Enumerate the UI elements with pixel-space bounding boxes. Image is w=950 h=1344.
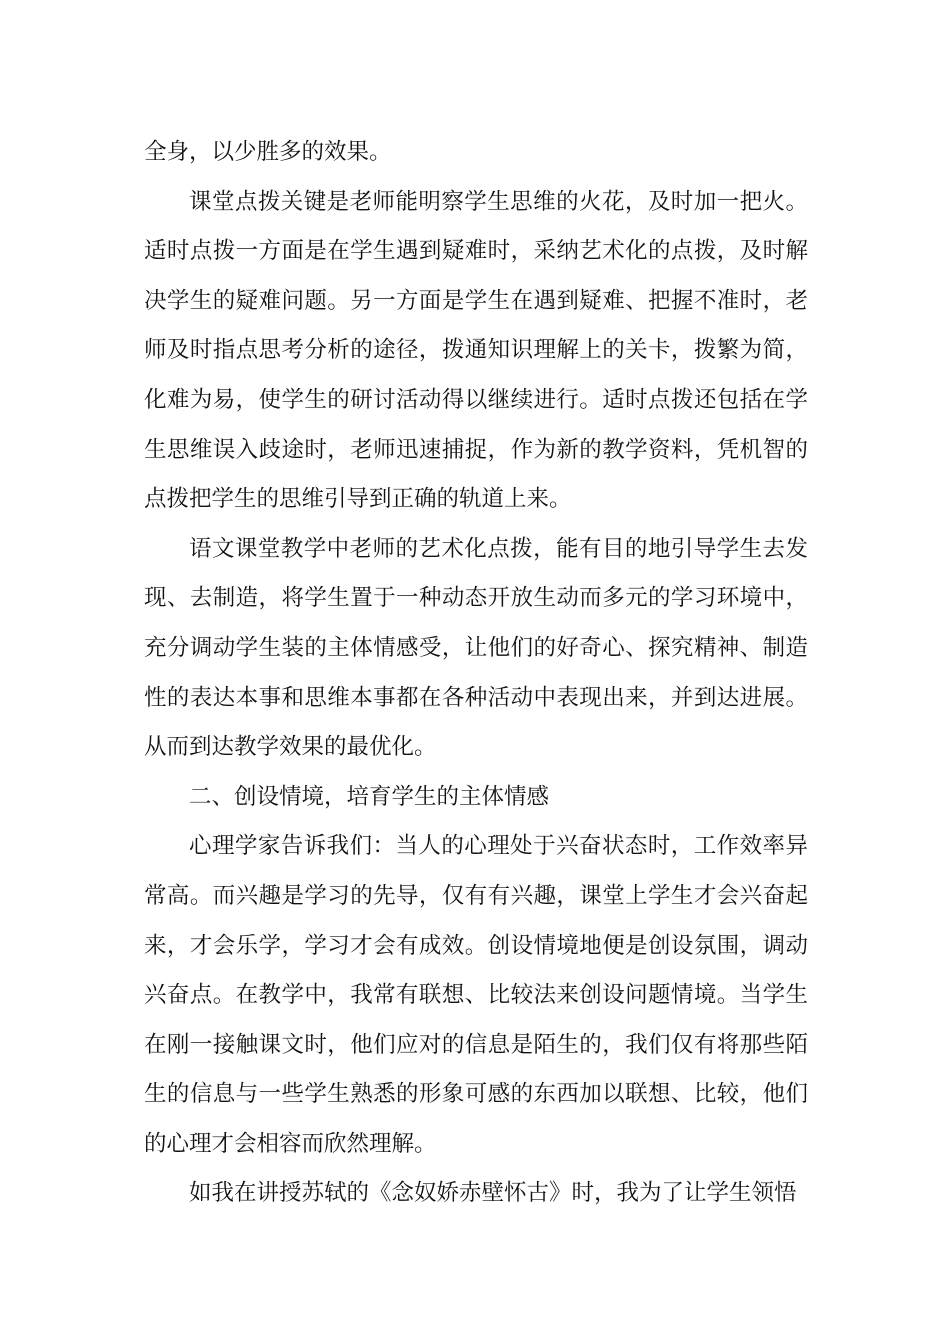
document-body — [144, 128, 808, 1219]
paragraph-3: 语文课堂教学中老师的艺术化点拨，能有目的地引导学生去发现、去制造，将学生置于一种动态开放生动而多元的学习环境中，充分调动学生装的主体情感受，让他们的好奇心、探究精神、制造性的表达本事和思维本事都在各种活动中表现出来，并到达进展。从而到达教学效果的最优化。 — [144, 535, 808, 761]
paragraph-5: 如我在讲授苏轼的《念奴娇赤壁怀古》时，我为了让学生领悟 — [189, 1180, 797, 1207]
section-heading: 二、创设情境，培育学生的主体情感 — [189, 783, 550, 810]
paragraph-2: 课堂点拨关键是老师能明察学生思维的火花，及时加一把火。适时点拨一方面是在学生遇到疑难时，采纳艺术化的点拨，及时解决学生的疑难问题。另一方面是学生在遇到疑难、把握不准时，老师及时指点思考分析的途径，拨通知识理解上的关卡，拨繁为简，化难为易，使学生的研讨活动得以继续进行。适时点拨还包括在学生思维误入歧途时，老师迅速捕捉，作为新的教学资料，凭机智的点拨把学生的思维引导到正确的轨道上来。 — [144, 188, 808, 513]
paragraph-4: 心理学家告诉我们：当人的心理处于兴奋状态时，工作效率异常高。而兴趣是学习的先导，仅有有兴趣，课堂上学生才会兴奋起来，才会乐学，学习才会有成效。创设情境地便是创设氛围，调动兴奋点。在教学中，我常有联想、比较法来创设问题情境。当学生在刚一接触课文时，他们应对的信息是陌生的，我们仅有将那些陌生的信息与一些学生熟悉的形象可感的东西加以联想、比较，他们的心理才会相容而欣然理解。 — [144, 833, 808, 1157]
paragraph-1: 全身，以少胜多的效果。 — [144, 139, 392, 165]
